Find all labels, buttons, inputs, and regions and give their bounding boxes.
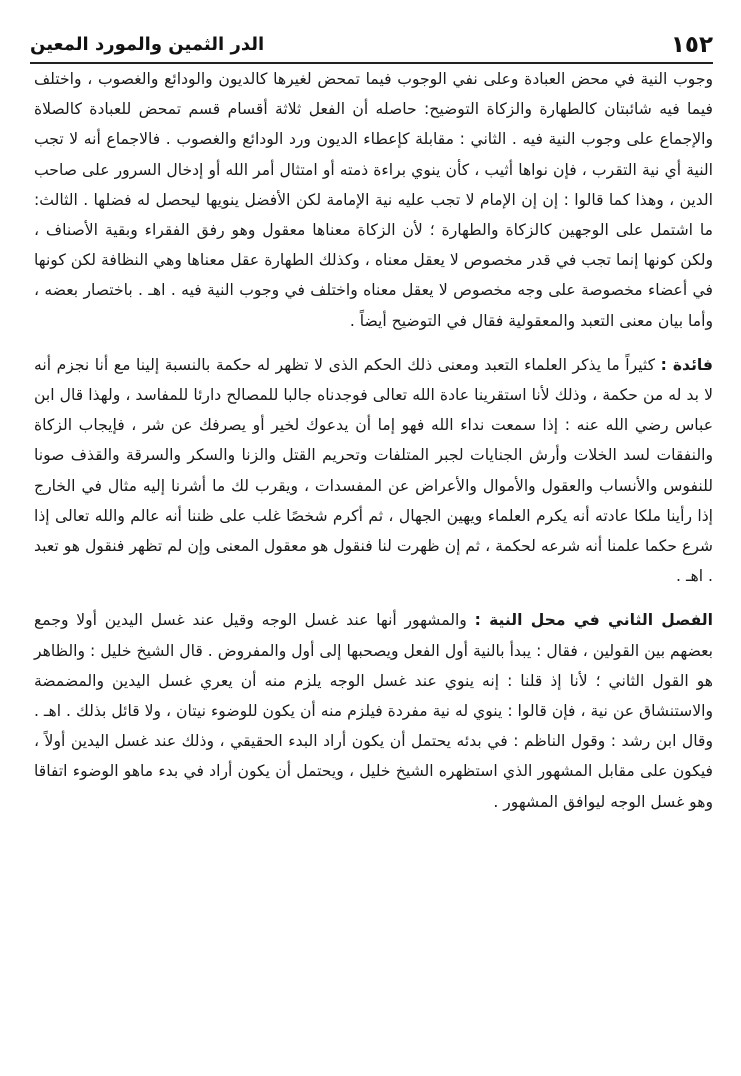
paragraph-benefit-note [34, 350, 713, 592]
paragraph-intention-location [34, 605, 713, 816]
page-header [30, 26, 713, 60]
page-body [34, 64, 713, 817]
paragraph-intention-categories [34, 64, 713, 336]
running-title: الدر الثمين والمورد المعين [30, 34, 265, 55]
benefit-label: فائدة : [660, 355, 713, 374]
paragraph-text: وجوب النية في محض العبادة وعلى نفي الوجوب فيما تمحض لغيرها كالديون والودائع والغصوب ، واختلف فيما فيه شائبتان كالطهارة والزكاة التوضيح: حاصله أن الفعل ثلاثة أقسام قسم تمحض للعبادة كالصلاة والإجماع على وجوب النية فيه . الثاني : مقابلة كإعطاء الديون ورد الودائع والغصوب . فالاجماع أنه لا تجب النية أي نية التقرب ، فإن نواها أثيب ، كأن ينوي براءة ذمته أو امتثال أمر الله أو إدخال السرور على صاحب الدين ، وهذا كما قالوا : إن إن الإمام لا تجب عليه نية الإمامة لكن الأفضل ينويها ليحصل له فضلها . الثالث: ما اشتمل على الوجهين كالزكاة والطهارة ؛ لأن الزكاة معناها معقول وهو رفق الفقراء وبقية الأصناف ، ولكن كونها إنما تجب في قدر مخصوص لا يعقل معناه ، وكذلك الطهارة عقل معناها وهي النظافة لكن كونها في أعضاء مخصوصة على وجه مخصوص لا يعقل معناه واختلف في وجوب النية فيه . اهـ . باختصار بعضه ، وأما بيان معنى التعبد والمعقولية فقال في التوضيح أيضاً . [34, 70, 713, 330]
paragraph-text: كثيراً ما يذكر العلماء التعبد ومعنى ذلك الحكم الذى لا تظهر له حكمة بالنسبة إلينا مع أنا نجزم أنه لا بد له من حكمة ، وذلك لأنا استقرينا عادة الله تعالى فوجدناه جالبا للمصالح دارئا للمفاسد ، ولهذا قال ابن عباس رضي الله عنه : إذا سمعت نداء الله فهو إما أن يدعوك لخير أو يصرفك عن شر ، فإيجاب الزكاة والنفقات لسد الخلات وأرش الجنايات لجبر المتلفات وتحريم القتل والزنا والسكر والسرقة والقذف صونا للنفوس والأنساب والعقول والأموال والأعراض عن المفسدات ، ويقرب لك ما أشرنا إليه مثال في الخارج إذا رأينا ملكا عادته أنه يكرم العلماء ويهين الجهال ، ثم أكرم شخصًا غلب على ظننا أنه عالم والله تعالى إذا شرع حكما علمنا أنه شرعه لحكمة ، ثم إن ظهرت لنا فنقول هو معقول المعنى وإن لم تظهر فنقول هو تعبد . اهـ . [34, 355, 713, 586]
section-heading: الفصل الثاني في محل النية : [474, 611, 714, 630]
page-number: ١٥٢ [670, 32, 713, 58]
paragraph-text: والمشهور أنها عند غسل الوجه وقيل عند غسل اليدين أولا وجمع بعضهم بين القولين ، فقال : يبدأ بالنية أول الفعل ويصحبها إلى أول والمفروض . قال الشيخ خليل : والظاهر هو القول الثاني ؛ لأنا إذ قلنا : إنه ينوي عند غسل الوجه يلزم منه أن يعري غسل اليدين والمضمضة والاستنشاق عن نية ، فإن قالوا : ينوي له نية مفردة فيلزم منه أن يكون للوضوء نيتان ، ولا قائل بذلك . اهـ . وقال ابن رشد : وقول الناظم : في بدئه يحتمل أن يكون أراد البدء الحقيقي ، وذلك عند غسل اليدين أولاً ، فيكون على مقابل المشهور الذي استظهره الشيخ خليل ، ويحتمل أن يكون أراد في بدء ماهو الوضوء اتفاقا وهو غسل الوجه ليوافق المشهور . [34, 611, 713, 811]
